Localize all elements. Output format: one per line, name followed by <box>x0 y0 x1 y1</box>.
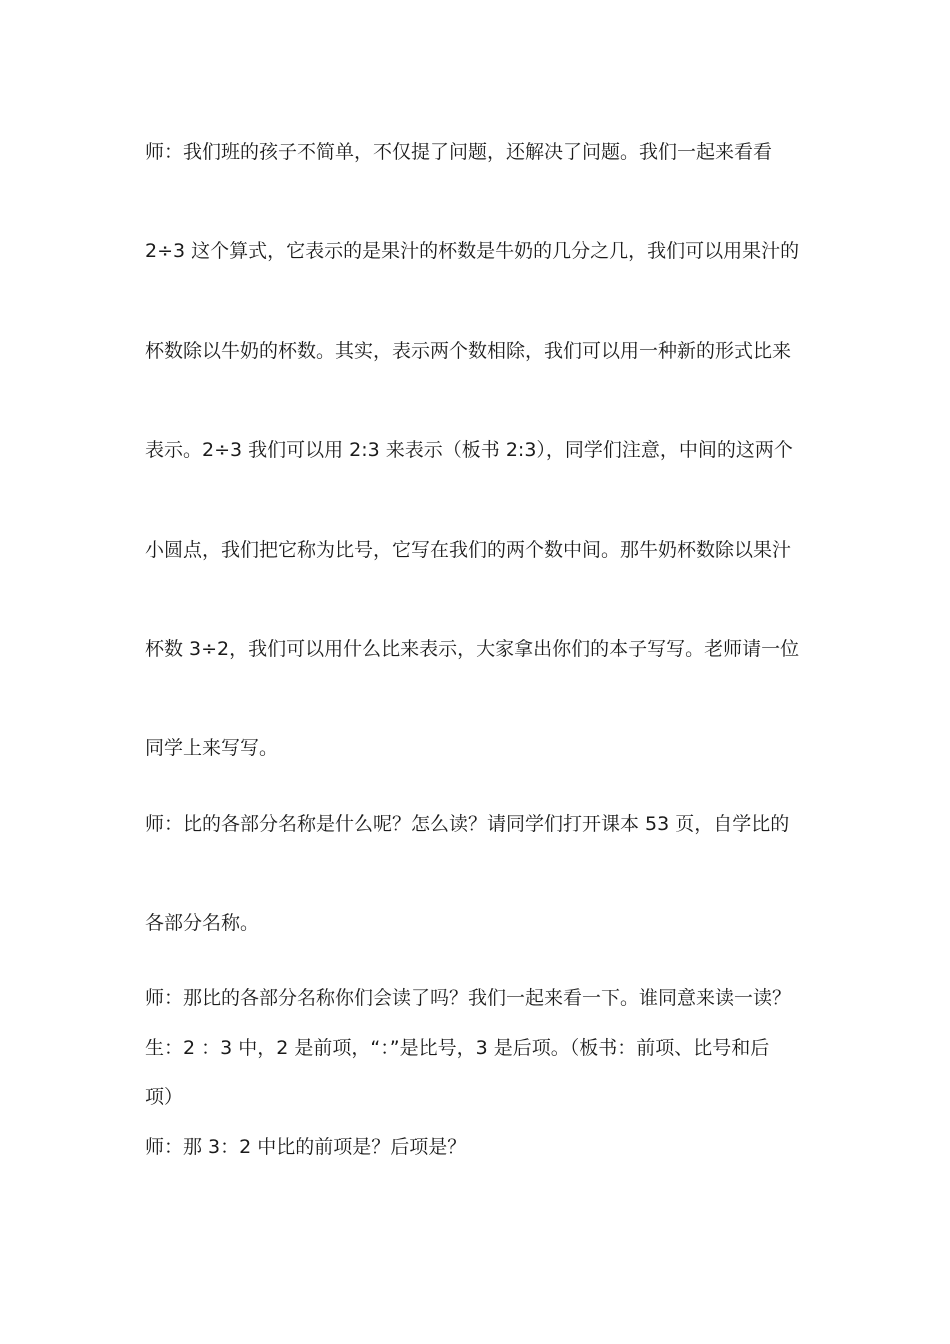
text-line: 师：那比的各部分名称你们会读了吗？我们一起来看一下。谁同意来读一读？ <box>145 987 792 1009</box>
text-line: 杯数 3÷2，我们可以用什么比来表示，大家拿出你们的本子写写。老师请一位 <box>145 638 800 660</box>
text-line: 各部分名称。 <box>145 912 260 934</box>
text-line: 师：那 3：2 中比的前项是？后项是？ <box>145 1136 467 1158</box>
text-line: 项） <box>145 1086 184 1108</box>
text-line: 表示。2÷3 我们可以用 2:3 来表示（板书 2:3），同学们注意，中间的这两个 <box>145 439 793 461</box>
text-line: 杯数除以牛奶的杯数。其实，表示两个数相除，我们可以用一种新的形式比来 <box>145 340 792 362</box>
text-line: 小圆点，我们把它称为比号，它写在我们的两个数中间。那牛奶杯数除以果汁 <box>145 539 792 561</box>
text-line: 同学上来写写。 <box>145 737 279 759</box>
text-line: 生：2 ：3 中，2 是前项，“：”是比号，3 是后项。（板书：前项、比号和后 <box>145 1037 770 1059</box>
text-line: 师：我们班的孩子不简单，不仅提了问题，还解决了问题。我们一起来看看 <box>145 141 773 163</box>
text-line: 师：比的各部分名称是什么呢？怎么读？请同学们打开课本 53 页，自学比的 <box>145 813 790 835</box>
text-line: 2÷3 这个算式，它表示的是果汁的杯数是牛奶的几分之几，我们可以用果汁的 <box>145 240 800 262</box>
